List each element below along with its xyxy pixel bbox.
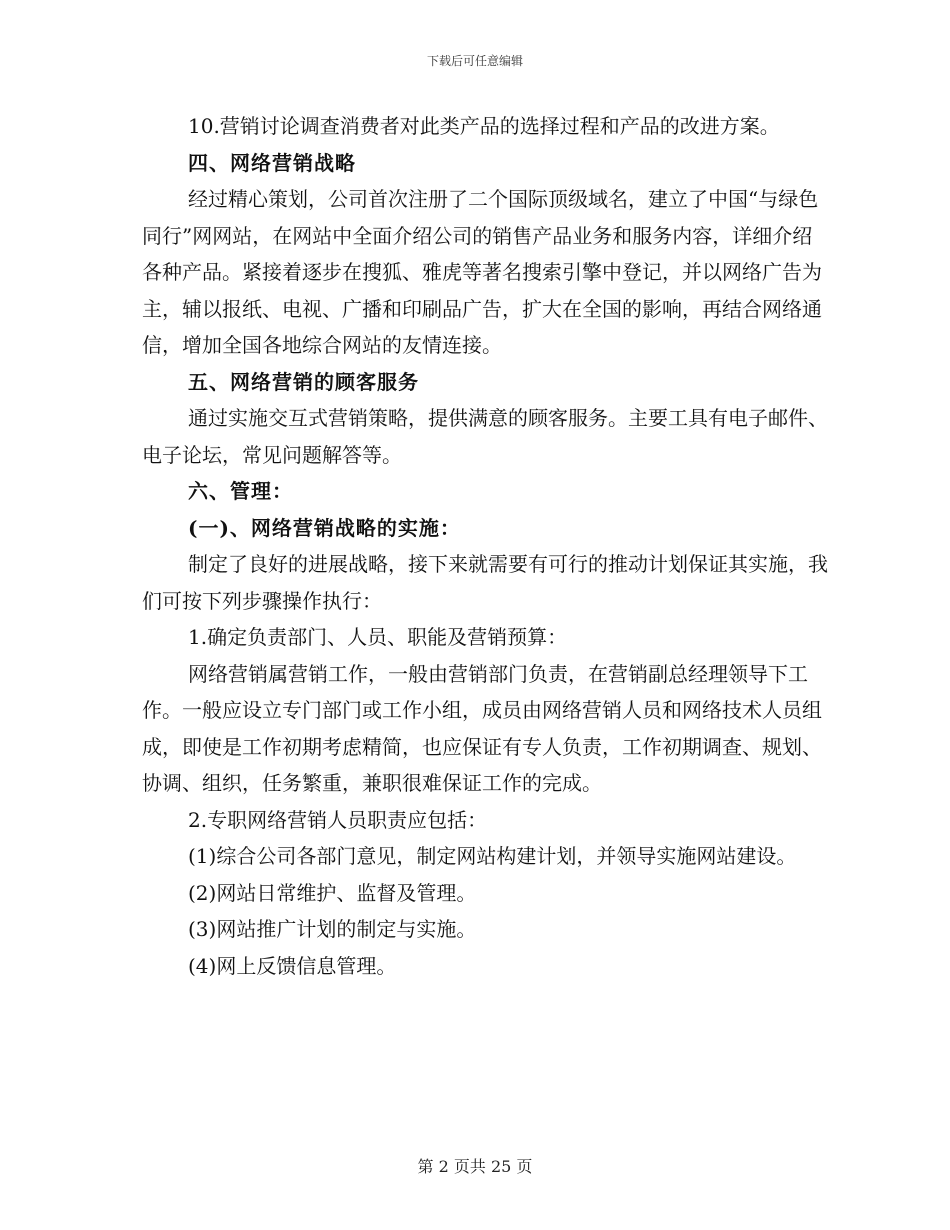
paragraph-3: 经过精心策划，公司首次注册了二个国际顶级域名，建立了中国“与绿色同行”网网站，在网站中全面介绍公司的销售产品业务和服务内容，详细介绍各种产品。紧接着逐步在搜狐、雅虎等著名搜索引擎中登记，并以网络广告为主，辅以报纸、电视、广播和印刷品广告，扩大在全国的影响，再结合网络通信，增加全国各地综合网站的友情连接。 <box>142 187 822 357</box>
section-heading-customer-service: 五、网络营销的顾客服务 <box>188 369 419 394</box>
section-heading-network-strategy: 四、网络营销战略 <box>188 150 356 175</box>
document-body <box>142 108 828 984</box>
section-heading-management: 六、管理： <box>188 479 293 503</box>
list-item-4: (4)网上反馈信息管理。 <box>188 953 397 978</box>
list-item-1: (1)综合公司各部门意见，制定网站构建计划，并领导实施网站建设。 <box>188 844 797 868</box>
paragraph-1: 10.营销讨论调查消费者对此类产品的选择过程和产品的改进方案。 <box>188 114 780 138</box>
list-item-3: (3)网站推广计划的制定与实施。 <box>188 917 477 941</box>
page-footer: 第 2 页共 25 页 <box>417 1157 533 1176</box>
paragraph-8: 制定了良好的进展战略，接下来就需要有可行的推动计划保证其实施，我们可按下列步骤操作执行： <box>142 552 828 613</box>
paragraph-5: 通过实施交互式营销策略，提供满意的顾客服务。主要工具有电子邮件、电子论坛，常见问题解答等。 <box>142 406 828 467</box>
list-item-2: (2)网站日常维护、监督及管理。 <box>188 880 477 905</box>
paragraph-10: 网络营销属营销工作，一般由营销部门负责，在营销副总经理领导下工作。一般应设立专门部门或工作小组，成员由网络营销人员和网络技术人员组成，即使是工作初期考虑精简，也应保证有专人负责，工作初期调查、规划、协调、组织，任务繁重，兼职很难保证工作的完成。 <box>142 661 822 795</box>
subsection-heading-implementation: (一)、网络营销战略的实施： <box>188 515 461 540</box>
paragraph-11: 2.专职网络营销人员职责应包括： <box>188 807 488 832</box>
page-header: 下载后可任意编辑 <box>426 54 523 68</box>
paragraph-9: 1.确定负责部门、人员、职能及营销预算： <box>188 625 568 649</box>
